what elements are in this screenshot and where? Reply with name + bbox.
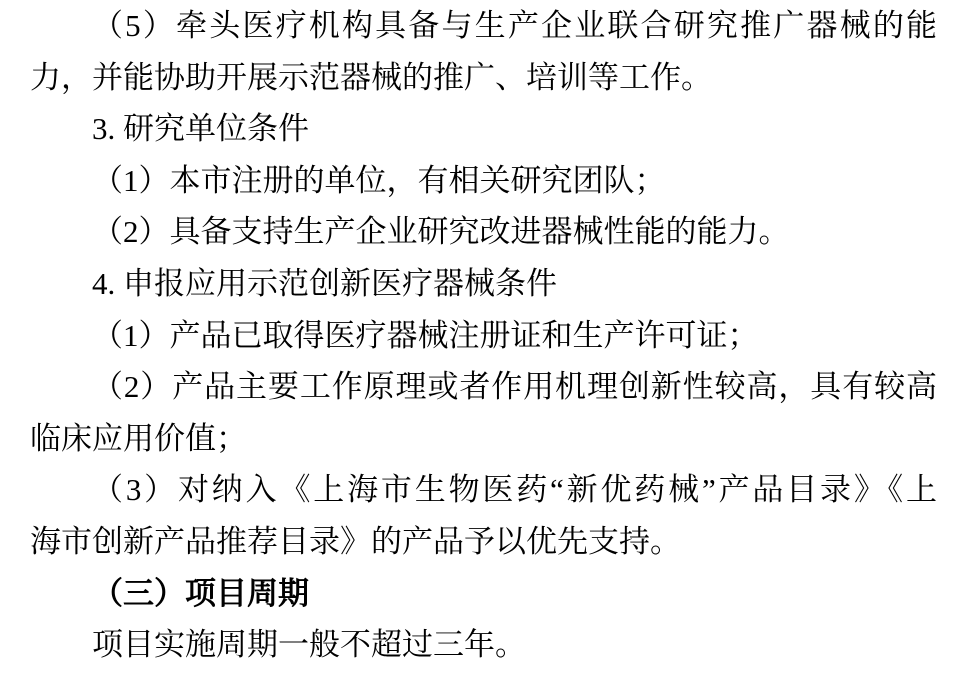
- list-item: （1）产品已取得医疗器械注册证和生产许可证；: [92, 317, 759, 353]
- paragraph-line: 海市创新产品推荐目录》的产品予以优先支持。: [30, 523, 681, 559]
- section-heading: （三）项目周期: [92, 575, 309, 611]
- paragraph-line: 项目实施周期一般不超过三年。: [92, 627, 526, 663]
- paragraph-line: 临床应用价值；: [30, 420, 247, 456]
- list-item: （1）本市注册的单位，有相关研究团队；: [92, 162, 666, 198]
- paragraph-line: （5）牵头医疗机构具备与生产企业联合研究推广器械的能: [92, 8, 937, 43]
- paragraph-line: 力，并能协助开展示范器械的推广、培训等工作。: [30, 59, 712, 95]
- list-item: （2）具备支持生产企业研究改进器械性能的能力。: [92, 214, 790, 250]
- list-item: （2）产品主要工作原理或者作用机理创新性较高，具有较高: [92, 369, 937, 405]
- list-item-heading: 4. 申报应用示范创新医疗器械条件: [92, 265, 557, 301]
- list-item-heading: 3. 研究单位条件: [92, 111, 309, 147]
- list-item: （3）对纳入《上海市生物医药“新优药械”产品目录》《上: [92, 472, 937, 508]
